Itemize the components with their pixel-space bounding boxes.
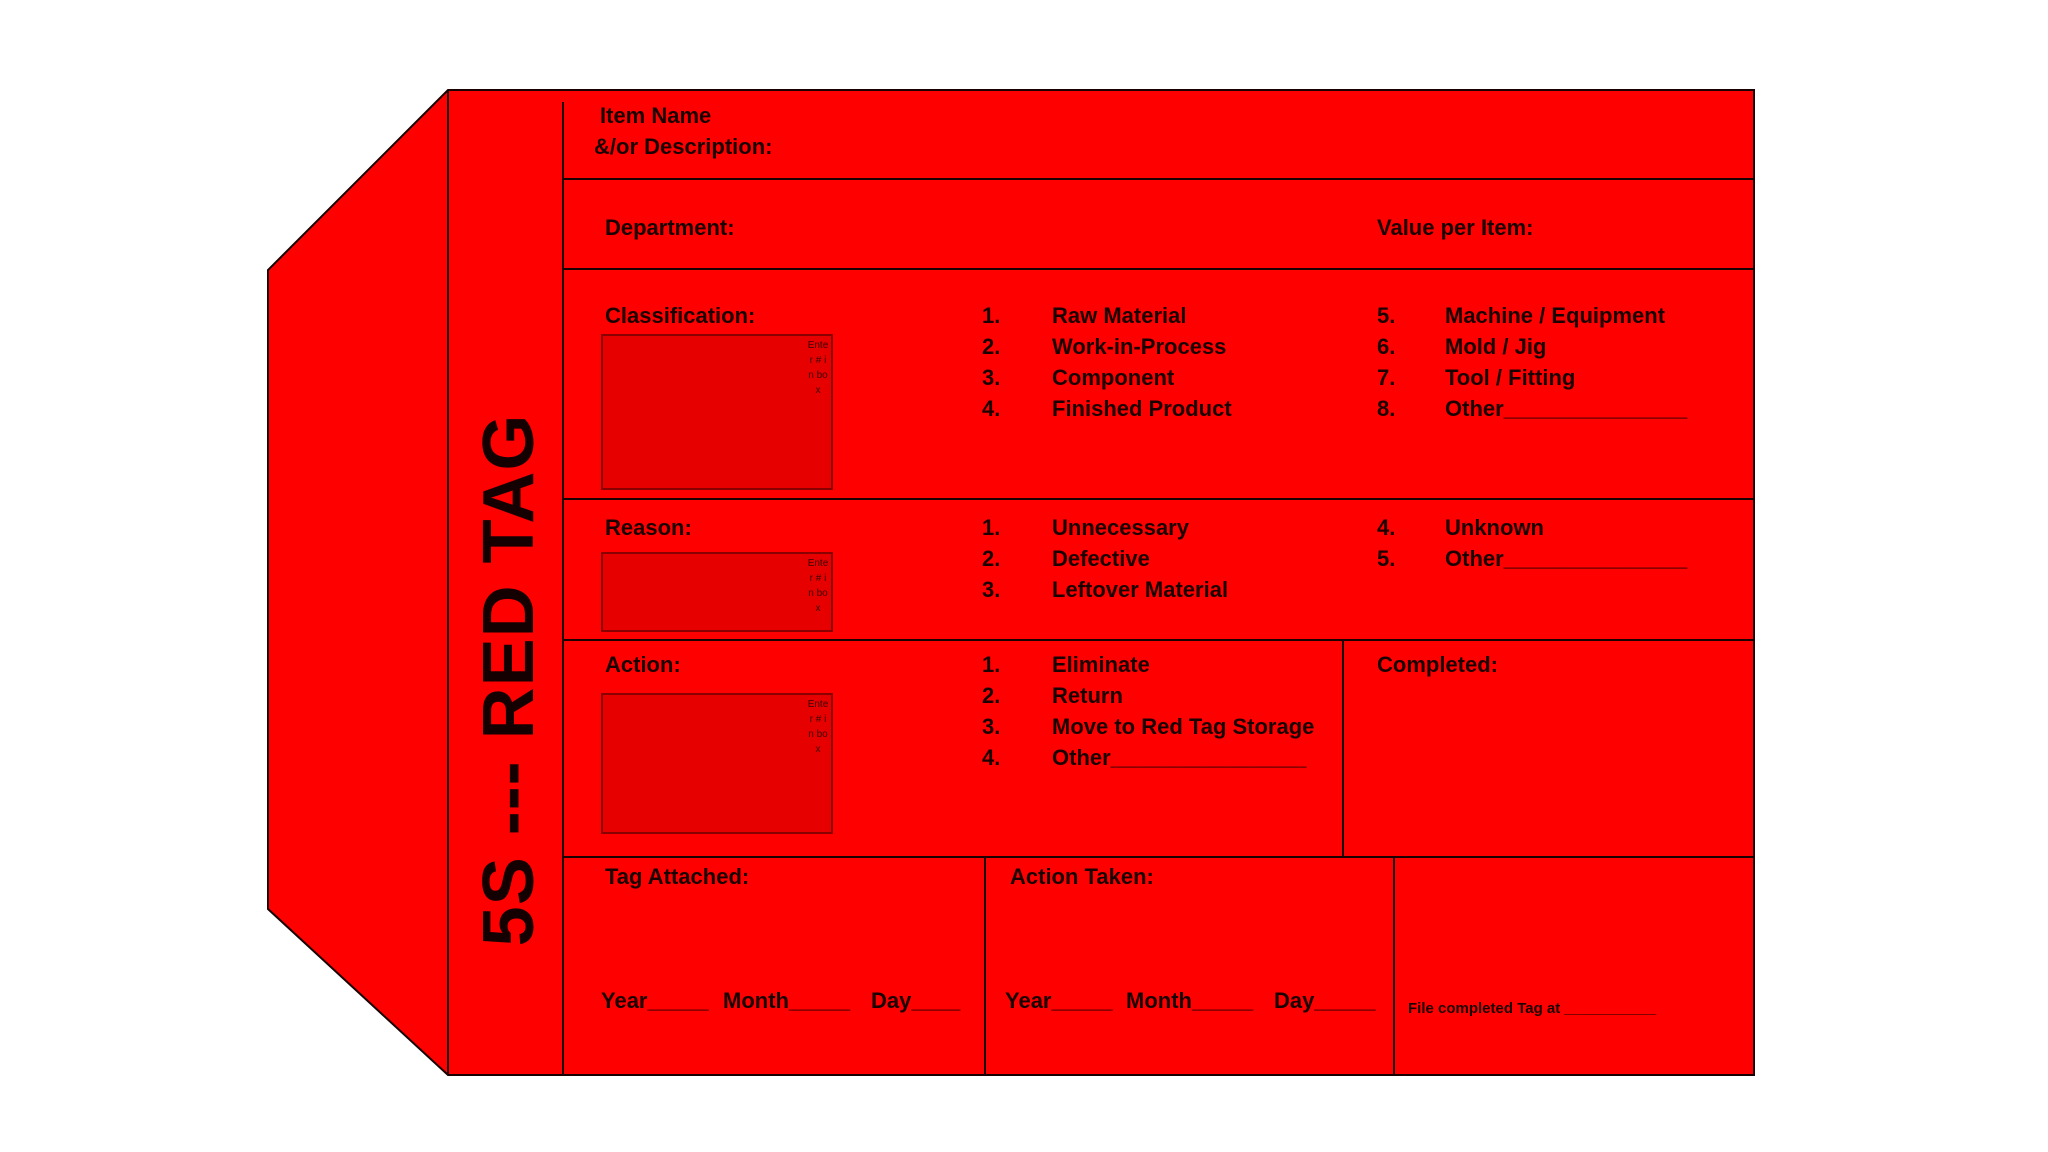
action-taken-month: Month_____ bbox=[1126, 988, 1254, 1013]
entry-hint: Enter # in box bbox=[807, 699, 829, 755]
reason-option-1: Unnecessary bbox=[1052, 515, 1189, 540]
classification-num-2: 2. bbox=[982, 334, 1001, 359]
action-option-3: Move to Red Tag Storage bbox=[1052, 714, 1315, 739]
completed-label: Completed: bbox=[1377, 652, 1498, 677]
action-num-1: 1. bbox=[982, 652, 1001, 677]
classification-option-5: Machine / Equipment bbox=[1445, 303, 1666, 328]
action-label: Action: bbox=[605, 652, 681, 677]
department-label: Department: bbox=[605, 215, 735, 240]
classification-num-8: 8. bbox=[1377, 396, 1396, 421]
classification-option-6: Mold / Jig bbox=[1445, 334, 1547, 359]
tag-attached-label: Tag Attached: bbox=[605, 864, 750, 889]
reason-option-3: Leftover Material bbox=[1052, 577, 1229, 602]
reason-num-4: 4. bbox=[1377, 515, 1396, 540]
reason-label: Reason: bbox=[605, 515, 692, 540]
tag-attached-day: Day____ bbox=[871, 988, 961, 1013]
classification-num-1: 1. bbox=[982, 303, 1001, 328]
classification-label: Classification: bbox=[605, 303, 756, 328]
classification-option-1: Raw Material bbox=[1052, 303, 1187, 328]
classification-option-7: Tool / Fitting bbox=[1445, 365, 1576, 390]
item-name-label: Item Name bbox=[600, 103, 712, 128]
classification-option-4: Finished Product bbox=[1052, 396, 1232, 421]
classification-num-7: 7. bbox=[1377, 365, 1396, 390]
reason-entry-box[interactable] bbox=[601, 552, 833, 632]
entry-hint: Enter # in box bbox=[807, 340, 829, 396]
action-option-1: Eliminate bbox=[1052, 652, 1150, 677]
tag-attached-year: Year_____ bbox=[601, 988, 709, 1013]
classification-entry-box[interactable] bbox=[601, 334, 833, 490]
classification-option-3: Component bbox=[1052, 365, 1175, 390]
action-num-3: 3. bbox=[982, 714, 1001, 739]
action-taken-day: Day_____ bbox=[1274, 988, 1376, 1013]
item-description-label: &/or Description: bbox=[594, 134, 773, 159]
action-option-2: Return bbox=[1052, 683, 1123, 708]
reason-num-1: 1. bbox=[982, 515, 1001, 540]
classification-option-8: Other_______________ bbox=[1445, 396, 1688, 421]
reason-num-3: 3. bbox=[982, 577, 1001, 602]
action-taken-year: Year_____ bbox=[1005, 988, 1113, 1013]
action-num-4: 4. bbox=[982, 745, 1001, 770]
classification-num-5: 5. bbox=[1377, 303, 1396, 328]
tag-title: 5S --- RED TAG bbox=[469, 413, 549, 947]
classification-num-3: 3. bbox=[982, 365, 1001, 390]
file-completed-note: File completed Tag at ___________ bbox=[1408, 1000, 1657, 1017]
reason-num-5: 5. bbox=[1377, 546, 1396, 571]
tag-attached-month: Month_____ bbox=[723, 988, 851, 1013]
entry-hint: Enter # in box bbox=[807, 558, 829, 614]
classification-num-4: 4. bbox=[982, 396, 1001, 421]
classification-option-2: Work-in-Process bbox=[1052, 334, 1227, 359]
action-option-4: Other________________ bbox=[1052, 745, 1307, 770]
reason-option-5: Other_______________ bbox=[1445, 546, 1688, 571]
action-num-2: 2. bbox=[982, 683, 1001, 708]
reason-option-2: Defective bbox=[1052, 546, 1150, 571]
reason-num-2: 2. bbox=[982, 546, 1001, 571]
action-entry-box[interactable] bbox=[601, 693, 833, 834]
action-taken-label: Action Taken: bbox=[1010, 864, 1154, 889]
reason-option-4: Unknown bbox=[1445, 515, 1544, 540]
value-per-item-label: Value per Item: bbox=[1377, 215, 1534, 240]
classification-num-6: 6. bbox=[1377, 334, 1396, 359]
